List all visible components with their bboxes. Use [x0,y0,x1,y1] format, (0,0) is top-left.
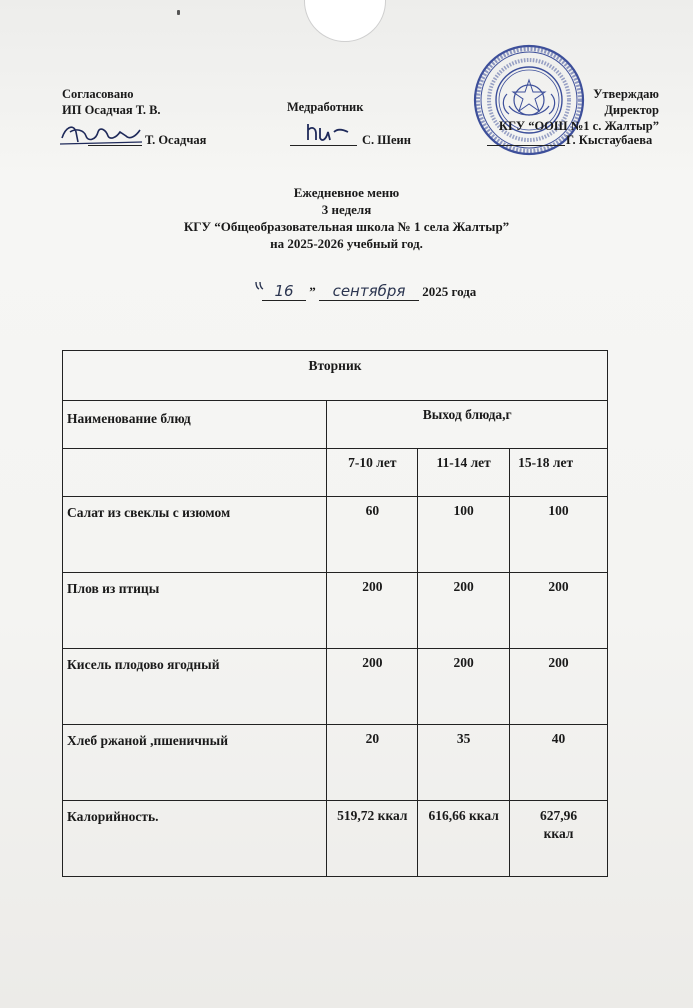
age-group-cell: 15-18 лет [510,449,608,497]
table-row [63,497,608,573]
calories-value: 519,72 ккал [327,801,418,877]
portion-value: 200 [418,649,510,725]
school-year: на 2025-2026 учебный год. [270,236,423,251]
dish-name-header: Наименование блюд [63,401,327,449]
empty-cell [63,449,327,497]
approver-name: ИП Осадчая Т. В. [62,103,161,117]
portion-value: 200 [327,573,418,649]
calories-value: 627,96 ккал [510,801,608,877]
table-row [63,573,608,649]
dish-name: Плов из птицы [63,573,327,649]
approval-block-middle [287,99,363,115]
approval-block-left [62,86,161,118]
signer-name-left: Т. Осадчая [145,133,207,147]
signer-name-right: Г. Кыстаубаева [566,133,653,147]
table-row [63,649,608,725]
portion-value: 200 [510,573,608,649]
portion-value: 60 [327,497,418,573]
school-short-name: КГУ “ООШ №1 с. Жалтыр” [498,119,659,133]
week-label: 3 неделя [321,202,372,217]
school-name: КГУ “Общеобразовательная школа № 1 села Жалтыр” [183,219,510,234]
day-of-week: Вторник [63,351,608,401]
signature-line-left [88,145,142,146]
signer-name-middle: С. Шеин [362,133,411,147]
medworker-label: Медработник [287,100,364,114]
table-header-row [63,401,608,449]
age-group-cell: 7-10 лет [327,449,418,497]
calories-label: Калорийность. [63,801,327,877]
dish-name: Кисель плодово ягодный [63,649,327,725]
portion-value: 40 [510,725,608,801]
date-day: 16 [274,282,294,300]
menu-date: 16 ” сентября 2025 года [262,282,476,301]
menu-title: Ежедневное меню [293,185,400,200]
signature-line-middle [290,145,357,146]
punch-hole [304,0,386,42]
age-group-cell: 11-14 лет [418,449,510,497]
approved-label: Согласовано [62,87,134,101]
date-month: сентября [332,282,406,300]
menu-table [62,350,608,877]
portion-value: 100 [510,497,608,573]
portion-output-header: Выход блюда,г [327,401,608,449]
ink-mark [177,10,180,15]
calories-row [63,801,608,877]
portion-value: 200 [418,573,510,649]
table-day-row [63,351,608,401]
approval-block-right [478,86,659,134]
director-label: Директор [604,103,659,117]
portion-value: 200 [327,649,418,725]
portion-value: 35 [418,725,510,801]
approve-label: Утверждаю [593,87,659,101]
portion-value: 100 [418,497,510,573]
open-quote-mark [254,280,264,292]
portion-value: 200 [510,649,608,725]
signature-shein [298,118,358,148]
signature-line-right [487,145,565,146]
calories-value: 616,66 ккал [418,801,510,877]
date-year: 2025 года [422,284,477,299]
age-group-row [63,449,608,497]
dish-name: Салат из свеклы с изюмом [63,497,327,573]
dish-name: Хлеб ржаной ,пшеничный [63,725,327,801]
portion-value: 20 [327,725,418,801]
table-row [63,725,608,801]
